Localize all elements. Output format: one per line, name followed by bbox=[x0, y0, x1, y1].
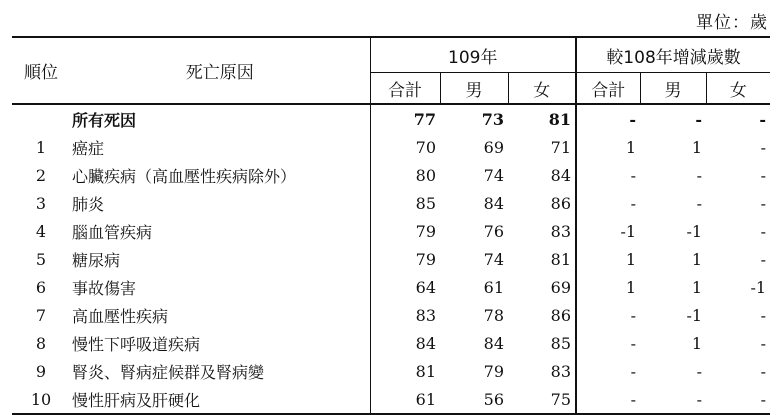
rank-cell: 1 bbox=[35, 137, 47, 157]
female-diff-cell: - bbox=[759, 109, 767, 129]
total-109-cell: 83 bbox=[370, 301, 440, 329]
female-109-cell: 81 bbox=[508, 245, 576, 273]
male-109-cell: 74 bbox=[483, 165, 504, 185]
male-diff-cell: - bbox=[696, 193, 703, 213]
table-row bbox=[12, 301, 770, 329]
male-109-cell: 56 bbox=[440, 385, 508, 414]
female-diff-cell: - bbox=[760, 193, 767, 213]
cause-cell: 所有死因 bbox=[72, 110, 137, 130]
male-109-header: 男 bbox=[440, 73, 508, 105]
female-diff-cell: - bbox=[760, 165, 767, 185]
female-diff-cell: -1 bbox=[750, 277, 767, 297]
total-diff-cell: - bbox=[630, 165, 637, 185]
cause-cell: 高血壓性疾病 bbox=[72, 306, 169, 326]
female-109-cell: 84 bbox=[508, 161, 576, 189]
female-109-header: 女 bbox=[508, 73, 576, 105]
table-row bbox=[12, 161, 770, 189]
cause-cell: 腎炎、腎病症候群及腎病變 bbox=[72, 362, 265, 382]
male-109-cell: 61 bbox=[483, 277, 504, 297]
total-diff-cell: - bbox=[629, 109, 637, 129]
cause-cell: 慢性下呼吸道疾病 bbox=[72, 334, 201, 354]
male-diff-cell: - bbox=[696, 361, 703, 381]
male-diff-cell: 1 bbox=[691, 277, 703, 297]
total-109-cell: 84 bbox=[370, 329, 440, 357]
diff-header: 較108年增減歲數 bbox=[576, 37, 770, 73]
male-109-cell: 78 bbox=[483, 305, 504, 325]
cause-cell: 癌症 bbox=[72, 138, 105, 158]
table-row bbox=[12, 245, 770, 273]
rank-cell bbox=[12, 104, 70, 133]
total-diff-cell: 1 bbox=[625, 137, 637, 157]
table-row bbox=[12, 329, 770, 357]
male-diff-cell: 1 bbox=[691, 333, 703, 353]
rank-cell: 7 bbox=[35, 305, 47, 325]
year-109-header: 109年 bbox=[370, 37, 576, 73]
rank-cell: 8 bbox=[35, 333, 47, 353]
female-109-cell: 86 bbox=[508, 301, 576, 329]
male-diff-cell: - bbox=[695, 109, 703, 129]
male-diff-cell: - bbox=[640, 385, 706, 414]
total-109-cell: 70 bbox=[370, 133, 440, 161]
female-109-cell: 83 bbox=[508, 357, 576, 385]
table-row bbox=[12, 273, 770, 301]
total-diff-cell: - bbox=[630, 305, 637, 325]
male-109-cell: 76 bbox=[483, 221, 504, 241]
male-109-cell: 84 bbox=[483, 193, 504, 213]
total-diff-cell: - bbox=[630, 333, 637, 353]
total-diff-cell: -1 bbox=[620, 221, 637, 241]
total-109-cell: 79 bbox=[370, 217, 440, 245]
female-109-cell: 71 bbox=[508, 133, 576, 161]
female-109-cell: 85 bbox=[508, 329, 576, 357]
rank-cell: 10 bbox=[12, 385, 70, 414]
total-diff-header: 合計 bbox=[576, 73, 640, 105]
rank-cell: 6 bbox=[35, 277, 47, 297]
female-diff-cell: - bbox=[760, 221, 767, 241]
female-109-cell: 69 bbox=[508, 273, 576, 301]
male-diff-cell: -1 bbox=[686, 305, 703, 325]
male-109-cell: 73 bbox=[481, 109, 504, 129]
total-109-cell: 81 bbox=[370, 357, 440, 385]
total-109-cell: 77 bbox=[370, 104, 440, 133]
male-diff-cell: 1 bbox=[691, 137, 703, 157]
total-diff-cell: 1 bbox=[625, 277, 637, 297]
cause-header: 死亡原因 bbox=[70, 37, 370, 104]
cause-cell: 肺炎 bbox=[72, 194, 105, 214]
male-109-cell: 69 bbox=[483, 137, 504, 157]
female-diff-cell: - bbox=[760, 249, 767, 269]
female-diff-cell: - bbox=[760, 333, 767, 353]
mortality-age-table bbox=[12, 36, 770, 415]
female-109-cell: 75 bbox=[508, 385, 576, 414]
table-row bbox=[12, 217, 770, 245]
table-body bbox=[12, 104, 770, 414]
female-diff-cell: - bbox=[760, 361, 767, 381]
rank-cell: 3 bbox=[35, 193, 47, 213]
female-diff-cell: - bbox=[706, 385, 770, 414]
female-diff-header: 女 bbox=[706, 73, 770, 105]
cause-cell: 事故傷害 bbox=[72, 278, 137, 298]
male-109-cell: 84 bbox=[483, 333, 504, 353]
table-row bbox=[12, 104, 770, 133]
female-109-cell: 86 bbox=[508, 189, 576, 217]
rank-cell: 9 bbox=[35, 361, 47, 381]
male-diff-header: 男 bbox=[640, 73, 706, 105]
male-diff-cell: 1 bbox=[691, 249, 703, 269]
rank-header: 順位 bbox=[12, 37, 70, 104]
table-row bbox=[12, 133, 770, 161]
cause-cell: 腦血管疾病 bbox=[72, 222, 153, 242]
total-diff-cell: - bbox=[630, 361, 637, 381]
cause-cell: 糖尿病 bbox=[72, 250, 121, 270]
table-row bbox=[12, 385, 770, 414]
total-109-cell: 61 bbox=[370, 385, 440, 414]
total-109-header: 合計 bbox=[370, 73, 440, 105]
total-109-cell: 80 bbox=[370, 161, 440, 189]
cause-cell: 心臟疾病（高血壓性疾病除外） bbox=[72, 166, 297, 186]
total-diff-cell: 1 bbox=[625, 249, 637, 269]
female-109-cell: 83 bbox=[508, 217, 576, 245]
total-diff-cell: - bbox=[630, 193, 637, 213]
unit-label: 單位：歲 bbox=[696, 13, 768, 33]
female-109-cell: 81 bbox=[508, 104, 576, 133]
rank-cell: 2 bbox=[35, 165, 47, 185]
table-row bbox=[12, 189, 770, 217]
rank-cell: 5 bbox=[35, 249, 47, 269]
male-diff-cell: - bbox=[696, 165, 703, 185]
male-109-cell: 79 bbox=[483, 361, 504, 381]
male-diff-cell: -1 bbox=[686, 221, 703, 241]
total-109-cell: 79 bbox=[370, 245, 440, 273]
female-diff-cell: - bbox=[760, 305, 767, 325]
rank-cell: 4 bbox=[35, 221, 47, 241]
female-diff-cell: - bbox=[760, 137, 767, 157]
total-109-cell: 85 bbox=[370, 189, 440, 217]
table-row bbox=[12, 357, 770, 385]
male-109-cell: 74 bbox=[483, 249, 504, 269]
total-109-cell: 64 bbox=[370, 273, 440, 301]
total-diff-cell: - bbox=[576, 385, 640, 414]
cause-cell: 慢性肝病及肝硬化 bbox=[70, 385, 370, 414]
